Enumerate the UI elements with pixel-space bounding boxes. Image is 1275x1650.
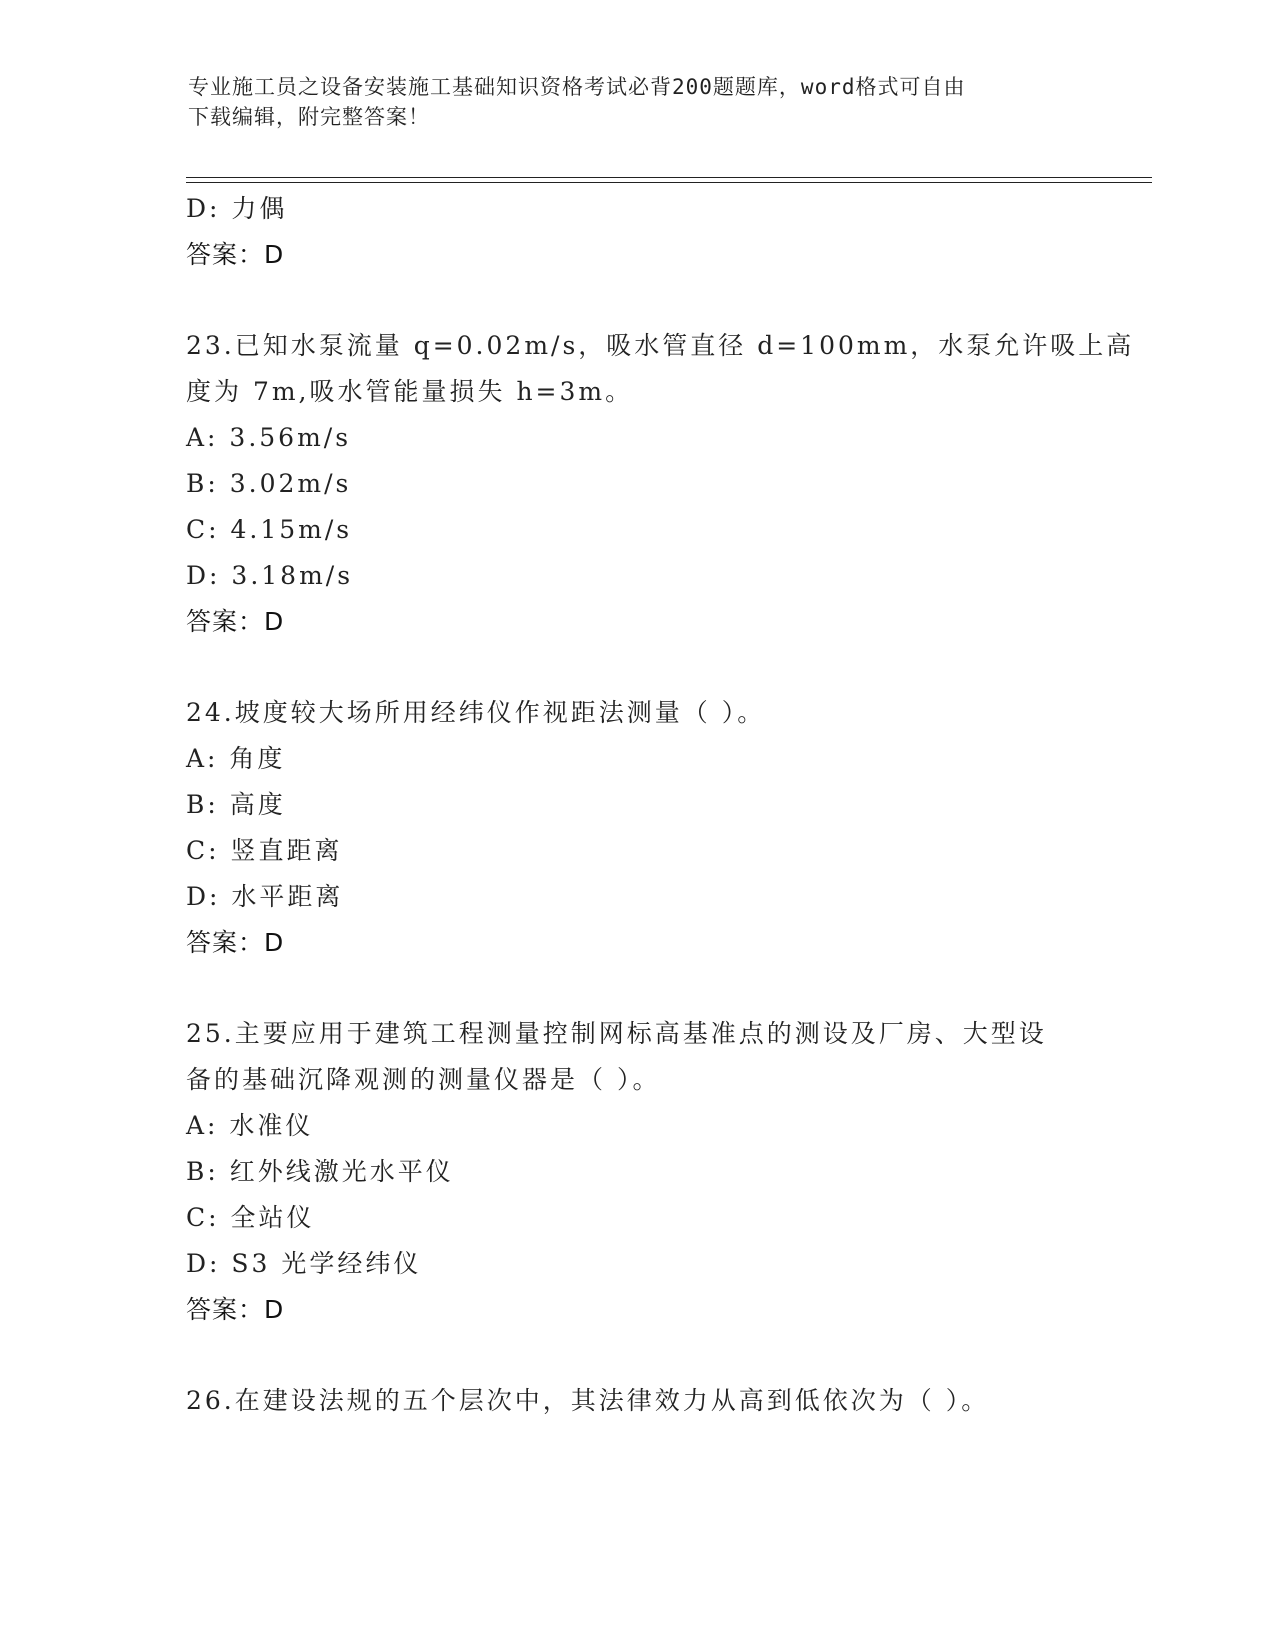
question-text-line: 26.在建设法规的五个层次中，其法律效力从高到低依次为（ ）。 <box>186 1386 990 1415</box>
question-26 <box>186 1378 1086 1424</box>
question-23 <box>186 323 1135 645</box>
answer-label: 答案：D <box>186 1295 285 1324</box>
option-a: A: 3.56m/s <box>186 423 352 452</box>
question-text-line: 备的基础沉降观测的测量仪器是（ ）。 <box>186 1065 661 1094</box>
header-divider-top <box>186 177 1152 178</box>
answer-label: 答案：D <box>186 928 285 957</box>
question-24 <box>186 690 1086 966</box>
option-c: C: 4.15m/s <box>186 515 353 544</box>
option-a: A: 水准仪 <box>186 1111 314 1140</box>
option-d: D: S3 光学经纬仪 <box>186 1249 422 1278</box>
option-d: D: 水平距离 <box>186 882 344 911</box>
question-text-line: 23.已知水泵流量 q=0.02m/s，吸水管直径 d=100mm，水泵允许吸上高 <box>186 331 1135 360</box>
question-text-line: 25.主要应用于建筑工程测量控制网标高基准点的测设及厂房、大型设 <box>186 1019 1047 1048</box>
answer-label: 答案：D <box>186 607 285 636</box>
document-header <box>188 72 1068 132</box>
option-a: A: 角度 <box>186 744 286 773</box>
option-b: B: 红外线激光水平仪 <box>186 1157 454 1186</box>
header-divider-bottom <box>186 182 1152 183</box>
option-d: D: 3.18m/s <box>186 561 354 590</box>
question-text-line: 度为 7m,吸水管能量损失 h=3m。 <box>186 377 634 406</box>
answer-label: 答案：D <box>186 240 285 269</box>
option-c: C: 全站仪 <box>186 1203 315 1232</box>
question-25 <box>186 1011 1086 1333</box>
question-22-tail <box>186 186 1086 278</box>
option-c: C: 竖直距离 <box>186 836 343 865</box>
question-text-line: 24.坡度较大场所用经纬仪作视距法测量（ ）。 <box>186 698 766 727</box>
header-line-1: 专业施工员之设备安装施工基础知识资格考试必背200题题库，word格式可自由 <box>188 75 966 99</box>
option-b: B: 高度 <box>186 790 286 819</box>
header-line-2: 下载编辑，附完整答案！ <box>188 105 430 129</box>
question-list <box>186 186 1135 1424</box>
option-b: B: 3.02m/s <box>186 469 352 498</box>
option-d: D: 力偶 <box>186 194 288 223</box>
